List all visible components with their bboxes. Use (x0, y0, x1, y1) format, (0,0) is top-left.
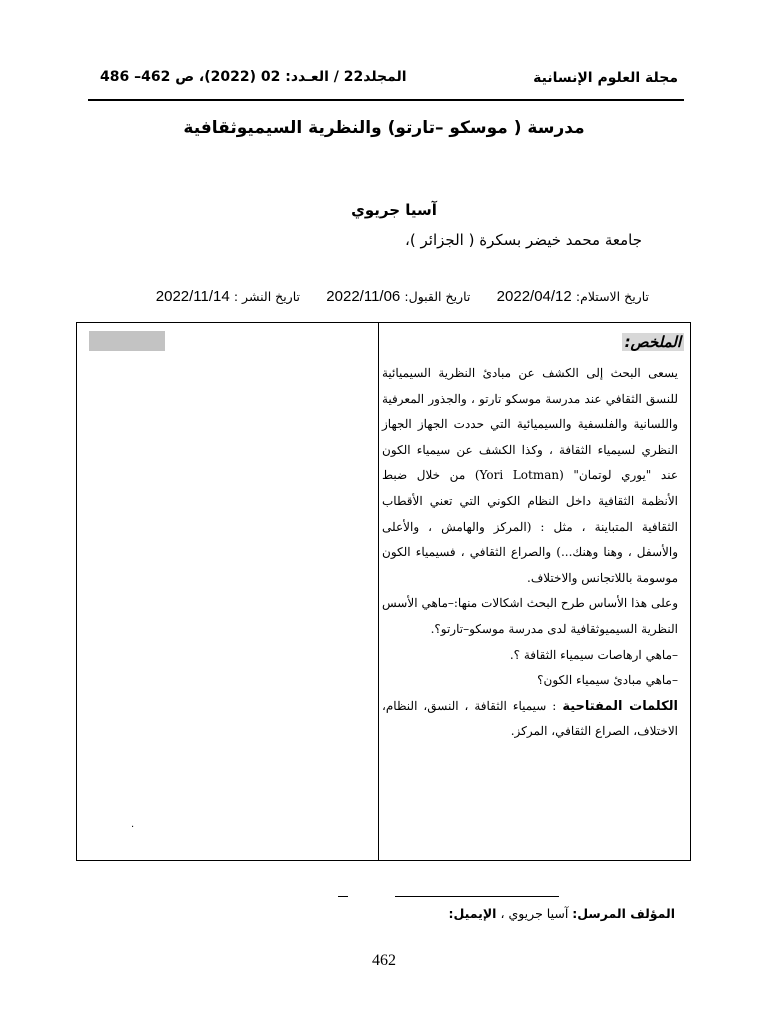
abstract-question-1: –ماهي ارهاصات سيمياء الثقافة ؟. (509, 647, 678, 662)
article-dates (156, 288, 649, 305)
abstract-question-2: –ماهي مبادئ سيمياء الكون؟ (537, 673, 678, 688)
abstract-english-box (76, 322, 379, 861)
abstract-paragraph-1: يسعى البحث إلى الكشف عن مبادئ النظرية السيميائية للنسق الثقافي عند مدرسة موسكو تارتو ، والجذور المعرفية واللسانية والفلسفية والسيميائية التي حددت الجهاز الجهاز النظري لسيمياء الثقافة ، وكذا الكشف عن سيمياء الكون عند "يوري لوتمان" (Yori Lotman) من خلال ضبط الأنظمة الثقافية داخل النظام الكوني التي تعني الأقطاب الثقافية المتباينة ، مثل : (المركز والهامش ، والأعلى والأسفل ، وهنا وهنك...) والصراع الثقافي ، فسيمياء الكون موسومة باللاتجانس والاختلاف. (382, 366, 679, 585)
redacted-heading-placeholder (89, 331, 165, 351)
published-label: تاريخ النشر : (233, 289, 301, 304)
keywords-list: : سيمياء الثقافة ، النسق، النظام، الاختلاف، الصراع الثقافي، المركز. (382, 698, 678, 739)
journal-name: مجلة العلوم الإنسانية (533, 70, 678, 86)
author-name: آسيا جريوي (351, 201, 437, 219)
abstract-heading: الملخص: (622, 333, 684, 351)
accepted-label: تاريخ القبول: (404, 289, 471, 304)
abstract-paragraph-2: وعلى هذا الأساس طرح البحث اشكالات منها:–ماهي الأسس النظرية السيميوثقافية لدى مدرسة موسكو–تارتو؟. (382, 596, 678, 636)
email-label: الإيميل: (448, 906, 497, 921)
corresponding-name: آسيا جريوي ، (500, 906, 569, 921)
author-affiliation: جامعة محمد خيضر بسكرة ( الجزائر )، (405, 231, 642, 249)
article-title: مدرسة ( موسكو –تارتو) والنظرية السيميوثقافية (183, 118, 585, 138)
abstract-body (382, 361, 678, 745)
received-date: 2022/04/12 (496, 288, 572, 305)
keywords-label: الكلمات المفتاحية (562, 698, 678, 714)
received-label: تاريخ الاستلام: (575, 289, 649, 304)
published-date: 2022/11/14 (155, 288, 230, 305)
corresponding-author (449, 906, 675, 921)
issue-info: المجلد22 / العـدد: 02 (2022)، ص 462– 486 (100, 69, 407, 85)
abstract-keywords (382, 694, 678, 745)
accepted-date: 2022/11/06 (326, 288, 401, 305)
corresponding-label: المؤلف المرسل: (572, 906, 675, 921)
page-number: 462 (372, 952, 396, 969)
footnote-rule (395, 896, 559, 897)
header-rule (88, 99, 684, 101)
left-box-mark: . (131, 819, 135, 830)
footnote-dash (338, 896, 348, 897)
